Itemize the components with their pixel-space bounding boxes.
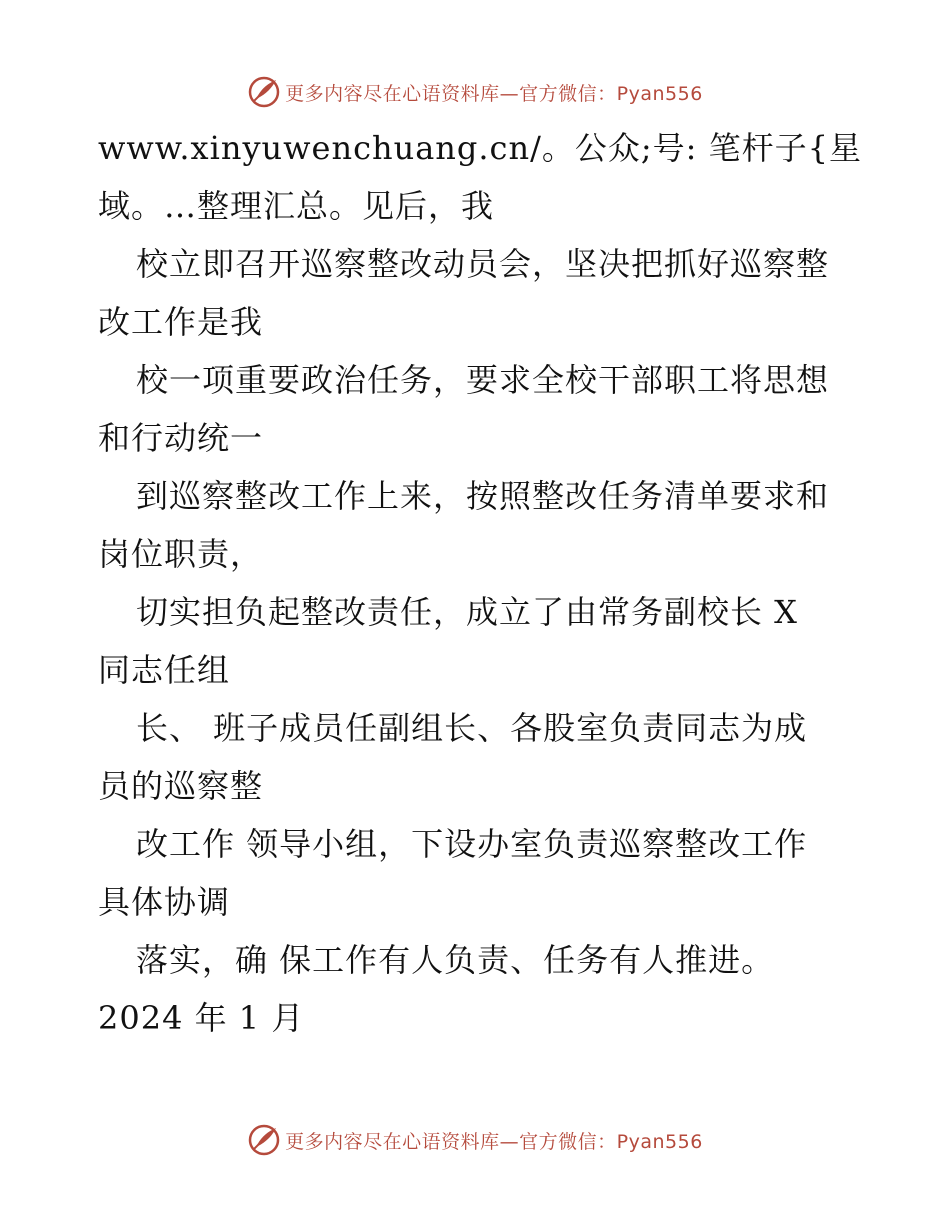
text-line: 岗位职责， (98, 535, 264, 573)
text-line: 校一项重要政治任务，要求全校干部职工将思想 (136, 361, 830, 399)
text-line: 具体协调 (98, 883, 231, 921)
text-line: 改工作是我 (98, 303, 264, 341)
text-line: 切实担负起整改责任，成立了由常务副校长 X (136, 593, 798, 631)
text-line: 员的巡察整 (98, 767, 264, 805)
feather-pen-logo-icon (247, 1123, 281, 1157)
text-line: 落实，确 保工作有人负责、任务有人推进。 (136, 941, 775, 979)
footer-banner-text: 更多内容尽在心语资料库—官方微信：Pyan556 (285, 1130, 703, 1153)
text-line: 同志任组 (98, 651, 231, 689)
text-line: 和行动统一 (98, 419, 264, 457)
date-line: 2024 年 1 月 (98, 999, 305, 1037)
text-line: www.xinyuwenchuang.cn/。公众;号: 笔杆子{星 (98, 129, 862, 167)
text-line: 改工作 领导小组，下设办室负责巡察整改工作 (136, 825, 808, 863)
text-line: 长、 班子成员任副组长、各股室负责同志为成 (136, 709, 808, 747)
text-line: 校立即召开巡察整改动员会，坚决把抓好巡察整 (136, 245, 830, 283)
text-line: 到巡察整改工作上来，按照整改任务清单要求和 (136, 477, 830, 515)
footer-banner (0, 1120, 950, 1160)
text-line: 域。…整理汇总。见后，我 (98, 187, 495, 225)
header-banner-text: 更多内容尽在心语资料库—官方微信：Pyan556 (285, 82, 703, 105)
